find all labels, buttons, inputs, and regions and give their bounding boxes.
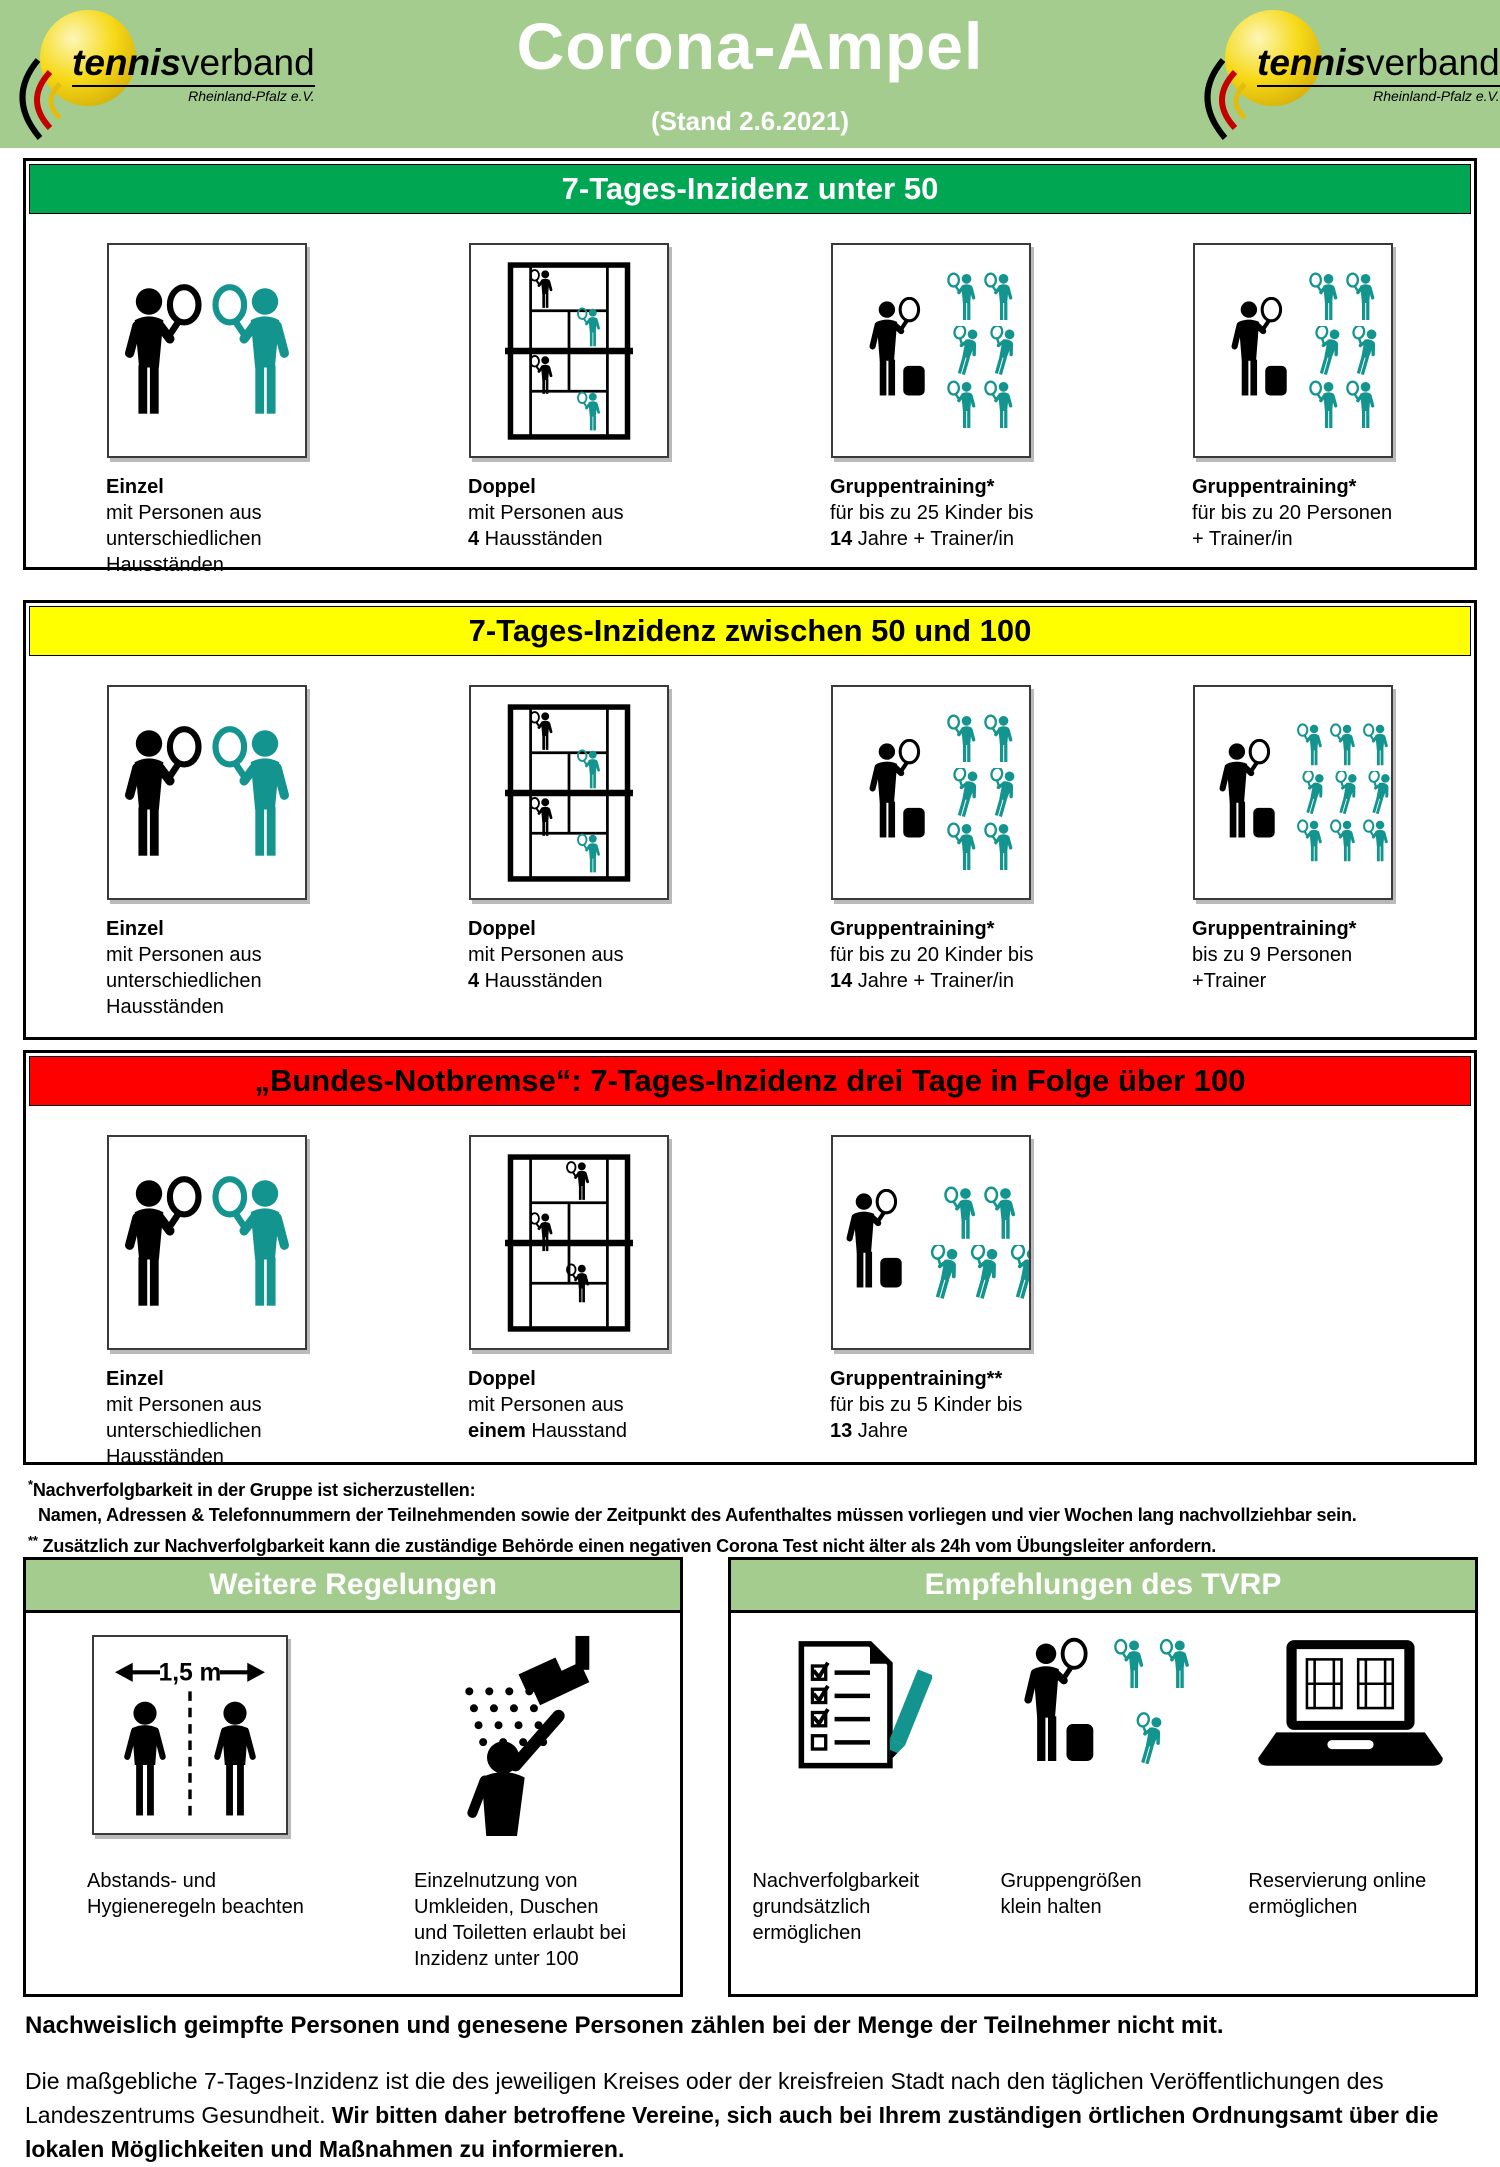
trainer-figure-icon [846, 297, 938, 405]
box-items [26, 1613, 680, 1972]
pictogram-caption: Nachverfolgbarkeit grundsätzlich ermöglichen [752, 1870, 920, 1944]
svg-text:1,5 m: 1,5 m [158, 1659, 221, 1687]
group-pictogram [1193, 243, 1393, 458]
group-size-icon [995, 1635, 1210, 1787]
doubles-pictogram [469, 685, 669, 900]
logo-word-verband: verband [1365, 42, 1500, 83]
logo-subline: Rheinland-Pfalz e.V. [72, 85, 315, 104]
player-figure-icon [1362, 819, 1391, 863]
player-figure-icon [946, 380, 979, 430]
player-figure-icon [210, 718, 298, 868]
rule-item-distance [26, 1613, 353, 1972]
pictogram-row [26, 659, 1474, 1020]
closing-paragraph: Die maßgebliche 7-Tages-Inzidenz ist die des jeweiligen Kreises oder der kreisfreien Stadt nach den täglichen Veröffentlichungen des Landeszentrums Gesundheit. Wir bitten daher betroffene Vereine, sich auch bei Ihrem zuständigen örtlichen Ordnungsamt über die lokalen Möglichkeiten und Maßnahmen zu informieren. [25, 2068, 1439, 2162]
box-title-bar: Empfehlungen des TVRP [731, 1560, 1475, 1613]
player-figure-icon [1329, 819, 1358, 863]
checklist-icon [777, 1635, 932, 1790]
player-figure-icon [1329, 723, 1358, 767]
rule-item-shower [353, 1613, 680, 1972]
rule-item-checklist [731, 1613, 979, 1946]
box-title-bar: Weitere Regelungen [26, 1560, 680, 1613]
pictogram-caption: Gruppentraining* bis zu 9 Personen +Trainer [1192, 918, 1357, 992]
pictogram-caption: Einzelnutzung von Umkleiden, Duschen und Toiletten erlaubt bei Inzidenz unter 100 [414, 1870, 627, 1970]
page-subtitle: (Stand 2.6.2021) [651, 106, 849, 136]
tennis-court-icon [505, 698, 633, 888]
box-weitere-regelungen [23, 1557, 683, 1997]
pictogram-cell-singles [26, 685, 388, 1020]
doubles-pictogram [469, 1135, 669, 1350]
pictogram-cell-group [750, 685, 1112, 1020]
group-figures [946, 272, 1016, 430]
rule-item-groupsize [979, 1613, 1227, 1946]
group-figures [1308, 272, 1378, 430]
section-title-bar: 7-Tages-Inzidenz unter 50 [29, 164, 1471, 214]
section-title-bar: „Bundes-Notbremse“: 7-Tages-Inzidenz drei Tage in Folge über 100 [29, 1056, 1471, 1106]
pictogram-caption: Doppel mit Personen aus einem Hausstand [468, 1368, 627, 1442]
player-figure-icon [1003, 1245, 1031, 1300]
rule-item-laptop [1227, 1613, 1475, 1946]
box-items [731, 1613, 1475, 1946]
page-header [0, 0, 1500, 148]
footnotes [28, 1472, 1478, 1559]
laptop-icon-area [1248, 1613, 1453, 1868]
section-inzidenz-unter-50 [23, 158, 1477, 576]
player-figure-icon [983, 272, 1016, 322]
pictogram-cell-group [750, 243, 1112, 578]
group-pictogram [1193, 685, 1393, 900]
pictogram-caption: Einzel mit Personen aus unterschiedlichen Hausständen [106, 476, 262, 576]
pictogram-caption: Einzel mit Personen aus unterschiedlichen Hausständen [106, 1368, 262, 1468]
player-figure-icon [1296, 723, 1325, 767]
player-figure-icon [983, 380, 1016, 430]
pictogram-cell-singles [26, 243, 388, 578]
pictogram-cell-group [750, 1135, 1112, 1470]
player-figure-icon [116, 1168, 204, 1318]
box-empfehlungen-tvrp [728, 1557, 1478, 1997]
pictogram-cell-doubles [388, 243, 750, 578]
logo-word-tennis: tennis [1257, 42, 1366, 83]
player-figure-icon [1329, 771, 1358, 815]
page-title: Corona-Ampel [516, 9, 984, 83]
pictogram-cell-doubles [388, 685, 750, 1020]
pictogram-caption: Doppel mit Personen aus 4 Hausständen [468, 918, 624, 992]
pictogram-caption: Doppel mit Personen aus 4 Hausständen [468, 476, 624, 550]
singles-pictogram [107, 685, 307, 900]
player-figure-icon [1362, 723, 1391, 767]
pictogram-cell-doubles [388, 1135, 750, 1470]
player-figure-icon [1345, 380, 1378, 430]
group-pictogram [831, 243, 1031, 458]
pictogram-caption: Reservierung online ermöglichen [1248, 1870, 1427, 1918]
singles-pictogram [107, 243, 307, 458]
group-figures [923, 1186, 1031, 1300]
distance-icon-area [92, 1613, 288, 1868]
tennis-court-icon [505, 256, 633, 446]
player-figure-icon [946, 272, 979, 322]
trainer-figure-icon [1208, 297, 1300, 405]
footnote: ** Zusätzlich zur Nachverfolgbarkeit kann die zuständige Behörde einen negativen Corona Test nicht älter als 24h vom Übungsleiter anfordern. [28, 1533, 1217, 1556]
player-figure-icon [983, 768, 1016, 818]
player-figure-icon [946, 768, 979, 818]
pictogram-cell-group [1112, 243, 1474, 578]
pictogram-row [26, 217, 1474, 578]
pictogram-caption: Gruppengrößen klein halten [1000, 1870, 1142, 1918]
group-figures [1296, 723, 1391, 863]
player-figure-icon [1308, 326, 1341, 376]
player-figure-icon [983, 714, 1016, 764]
group-pictogram [831, 685, 1031, 900]
group-pictogram [831, 1135, 1031, 1350]
player-figure-icon [116, 276, 204, 426]
checklist-icon-area [777, 1613, 932, 1868]
pictogram-caption: Gruppentraining* für bis zu 20 Kinder bis 14 Jahre + Trainer/in [830, 918, 1034, 992]
doubles-pictogram [469, 243, 669, 458]
player-figure-icon [983, 326, 1016, 376]
player-figure-icon [1345, 326, 1378, 376]
pictogram-cell-group [1112, 685, 1474, 1020]
player-figure-icon [983, 822, 1016, 872]
player-figure-icon [116, 718, 204, 868]
tennis-court-icon [505, 1148, 633, 1338]
distance-icon [101, 1645, 279, 1825]
player-figure-icon [1296, 819, 1325, 863]
logo-word-tennis: tennis [72, 42, 181, 83]
trainer-figure-icon [846, 739, 938, 847]
player-figure-icon [946, 326, 979, 376]
player-figure-icon [943, 1186, 979, 1241]
pictogram-row [26, 1109, 1474, 1470]
pictogram-caption: Einzel mit Personen aus unterschiedlichen Hausständen [106, 918, 262, 1018]
pictogram-caption: Abstands- und Hygieneregeln beachten [87, 1870, 304, 1918]
player-figure-icon [1308, 380, 1341, 430]
player-figure-icon [946, 822, 979, 872]
closing-bold-line: Nachweislich geimpfte Personen und genesene Personen zählen bei der Menge der Teilnehmer nicht mit. [25, 2012, 1224, 2039]
footnote: *Nachverfolgbarkeit in der Gruppe ist sicherzustellen: [28, 1477, 476, 1500]
shower-icon [417, 1635, 617, 1840]
player-figure-icon [1308, 272, 1341, 322]
pictogram-caption: Gruppentraining* für bis zu 25 Kinder bis 14 Jahre + Trainer/in [830, 476, 1034, 550]
player-figure-icon [1362, 771, 1391, 815]
logo-subline: Rheinland-Pfalz e.V. [1257, 85, 1500, 104]
player-figure-icon [1296, 771, 1325, 815]
logo-word-verband: verband [180, 42, 315, 83]
section-title-bar: 7-Tages-Inzidenz zwischen 50 und 100 [29, 606, 1471, 656]
player-figure-icon [963, 1245, 999, 1300]
pictogram-cell-singles [26, 1135, 388, 1470]
pictogram-caption: Gruppentraining* für bis zu 20 Personen + Trainer/in [1192, 476, 1393, 550]
player-figure-icon [1345, 272, 1378, 322]
section-bundes-notbremse [23, 1050, 1477, 1468]
player-figure-icon [923, 1245, 959, 1300]
player-figure-icon [210, 1168, 298, 1318]
player-figure-icon [210, 276, 298, 426]
player-figure-icon [946, 714, 979, 764]
laptop-reservation-icon [1248, 1635, 1453, 1776]
shower-icon-area [417, 1613, 617, 1868]
trainer-figure-icon [1196, 739, 1288, 847]
groupsize-icon-area [995, 1613, 1210, 1868]
singles-pictogram [107, 1135, 307, 1350]
section-inzidenz-50-100 [23, 600, 1477, 1040]
player-figure-icon [983, 1186, 1019, 1241]
pictogram-caption: Gruppentraining** für bis zu 5 Kinder bis 13 Jahre [830, 1368, 1023, 1442]
footnote: Namen, Adressen & Telefonnummern der Teilnehmenden sowie der Zeitpunkt des Aufenthaltes müssen vorliegen und vier Wochen lang nachvollziehbar sein. [38, 1505, 1357, 1525]
trainer-figure-icon [831, 1189, 915, 1297]
group-figures [946, 714, 1016, 872]
